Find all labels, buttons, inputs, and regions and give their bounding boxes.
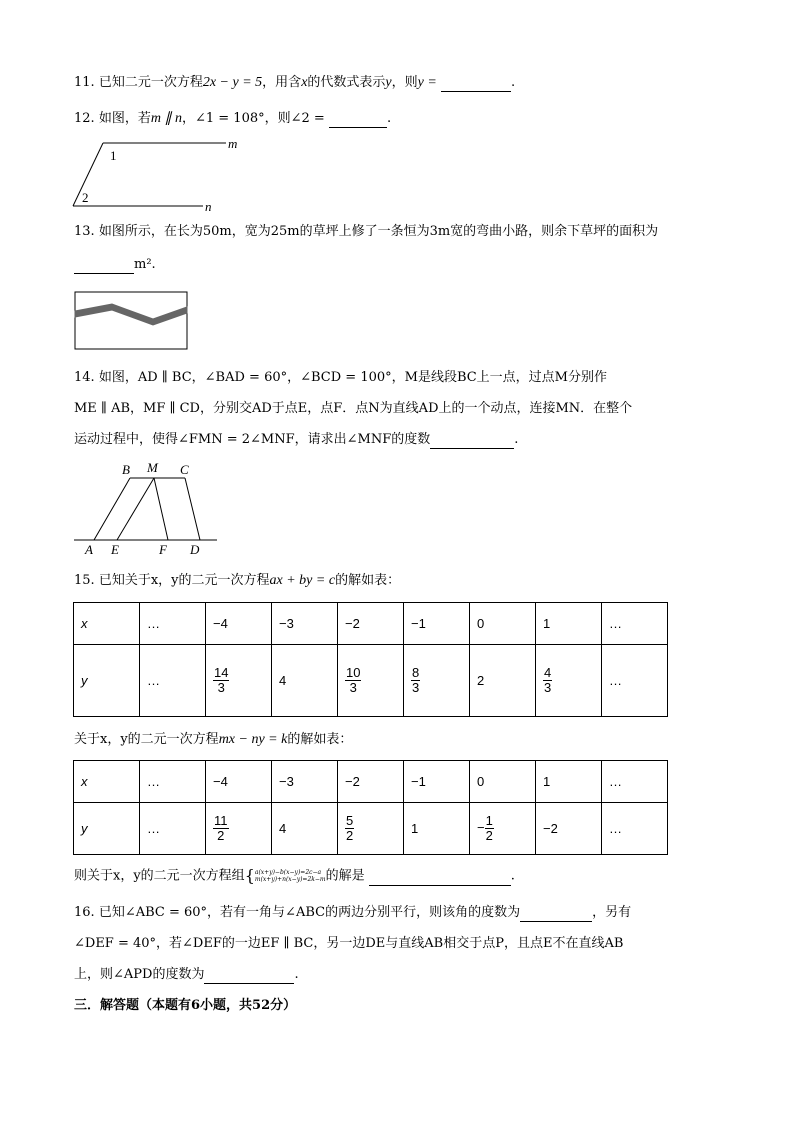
q11-text2: ，用含 <box>262 75 302 90</box>
table-cell: 4 <box>272 803 338 855</box>
q11-answer-blank[interactable] <box>441 77 511 92</box>
q11-text: 已知二元一次方程 <box>98 75 203 90</box>
table-cell <box>338 645 404 717</box>
q14-label-M: M <box>147 460 158 475</box>
table-row <box>74 603 668 645</box>
q16-text1b: ，另有 <box>592 905 632 920</box>
table-cell: −2 <box>338 761 404 803</box>
table-cell: x <box>74 761 140 803</box>
fraction-numerator: 10 <box>346 665 361 680</box>
q15-intro2-text-b: 的解如表： <box>287 732 353 747</box>
table-cell: 2 <box>470 645 536 717</box>
table-cell: 1 <box>536 761 602 803</box>
table-row <box>74 761 668 803</box>
q12-answer-blank[interactable] <box>329 113 387 128</box>
q15-final <box>74 867 515 886</box>
fraction <box>411 666 420 695</box>
q12-number: 12. <box>74 111 95 126</box>
q11-text3: 的代数式表示 <box>307 75 386 90</box>
table-row <box>74 645 668 717</box>
table-cell: −4 <box>206 761 272 803</box>
q15-answer-blank[interactable] <box>369 871 511 886</box>
q15-equation-system <box>255 869 326 883</box>
q12 <box>74 110 391 128</box>
table-cell <box>470 803 536 855</box>
q14-end: . <box>514 432 519 447</box>
fraction <box>485 814 494 843</box>
table-cell: … <box>602 803 668 855</box>
table-cell: −1 <box>404 603 470 645</box>
q16-line2 <box>74 935 623 953</box>
q13-unit: m² <box>134 257 152 272</box>
fraction-numerator: 1 <box>485 813 493 828</box>
table-cell: −3 <box>272 761 338 803</box>
table-cell: … <box>602 603 668 645</box>
q15-end: . <box>510 868 515 884</box>
q15-final-text2: 的解是 <box>325 868 365 884</box>
q12-label-1: 1 <box>110 148 117 163</box>
q15-final-text: 则关于x，y的二元一次方程组 <box>74 868 245 884</box>
table-cell: … <box>140 761 206 803</box>
table-cell: −3 <box>272 603 338 645</box>
q14-answer-blank[interactable] <box>430 434 514 449</box>
q14-label-E: E <box>111 542 119 557</box>
q14-label-B: B <box>122 462 130 477</box>
q14-text3: 运动过程中，使得∠FMN = 2∠MNF，请求出∠MNF的度数 <box>74 432 431 447</box>
q14-number: 14. <box>74 370 95 385</box>
q13-text: 如图所示，在长为50m，宽为25m的草坪上修了一条恒为3m宽的弯曲小路，则余下草坪的面积为 <box>98 224 659 239</box>
table-cell: 1 <box>404 803 470 855</box>
q13-end: . <box>151 257 156 272</box>
table-cell: … <box>140 603 206 645</box>
q14-text2: ME ∥ AB，MF ∥ CD，分别交AD于点E，点F．点N为直线AD上的一个动点，连接MN．在整个 <box>74 401 633 416</box>
table-cell: x <box>74 603 140 645</box>
q12-text: 如图，若 <box>98 111 151 126</box>
table-cell: −2 <box>338 603 404 645</box>
table-cell: … <box>602 645 668 717</box>
fraction <box>543 666 552 695</box>
fraction-denominator: 3 <box>349 680 357 695</box>
table-cell: −2 <box>536 803 602 855</box>
q12-text3: ，则 <box>264 111 291 126</box>
q16-answer-blank1[interactable] <box>520 907 592 922</box>
table-cell: … <box>602 761 668 803</box>
q16-text3: 上，则∠APD的度数为 <box>74 967 205 982</box>
table-cell: −1 <box>404 761 470 803</box>
q11-yeq: y = <box>417 75 437 90</box>
q15-equation1: ax + by = c <box>269 573 336 588</box>
q11 <box>74 74 515 92</box>
q13-answer-blank[interactable] <box>74 259 134 274</box>
q16-line1 <box>74 904 631 922</box>
table-cell: 1 <box>536 603 602 645</box>
fraction-numerator: 8 <box>412 665 420 680</box>
fraction <box>213 814 229 843</box>
q15-system-eq1: a(x+y)−b(x−y)=2c−a <box>254 869 322 876</box>
q11-equation: 2x − y = 5 <box>202 75 263 90</box>
q16-end: . <box>294 967 299 982</box>
q15-system-eq2: m(x+y)+n(x−y)=2k−m <box>254 876 326 883</box>
q16-answer-blank2[interactable] <box>204 969 294 984</box>
q11-x: x <box>301 75 308 90</box>
table-cell <box>536 645 602 717</box>
q12-condition: m ∥ n <box>150 111 182 126</box>
q14-label-D: D <box>190 542 200 557</box>
q12-label-m: m <box>228 136 238 151</box>
q13-answer-line <box>74 256 156 274</box>
q14-text1: 如图，AD ∥ BC，∠BAD = 60°，∠BCD = 100°，M是线段BC上一点，过点M分别作 <box>98 370 607 385</box>
q15-number: 15. <box>74 573 95 588</box>
fraction-denominator: 3 <box>412 680 420 695</box>
q12-end: . <box>386 111 392 126</box>
table-cell <box>404 645 470 717</box>
table-cell <box>206 645 272 717</box>
q12-label-n: n <box>205 199 212 214</box>
q12-angle2: ∠2 = <box>290 111 325 126</box>
table-cell <box>206 803 272 855</box>
q14-line1 <box>74 369 607 387</box>
table-cell: y <box>74 645 140 717</box>
q11-y: y <box>385 75 392 90</box>
q16-line3 <box>74 966 299 984</box>
q15-table2 <box>73 760 668 855</box>
q15-intro1 <box>74 572 400 590</box>
fraction-numerator: 11 <box>214 813 228 828</box>
q13 <box>74 223 658 241</box>
fraction-numerator: 14 <box>214 665 229 680</box>
fraction-numerator: 5 <box>346 813 354 828</box>
fraction <box>345 814 354 843</box>
system-brace: { <box>244 866 255 885</box>
table-cell: −4 <box>206 603 272 645</box>
q16-text2: ∠DEF = 40°，若∠DEF的一边EF ∥ BC，另一边DE与直线AB相交于点P，且点E不在直线AB <box>74 936 624 951</box>
q13-number: 13. <box>74 224 95 239</box>
q14-figure <box>70 458 230 558</box>
q13-figure <box>74 291 190 351</box>
q14-label-F: F <box>159 542 167 557</box>
table-cell: … <box>140 645 206 717</box>
q16-text1: 已知∠ABC = 60°，若有一角与∠ABC的两边分别平行，则该角的度数为 <box>98 905 521 920</box>
q15-intro2 <box>74 731 352 749</box>
table-cell: 0 <box>470 603 536 645</box>
q14-line3 <box>74 431 518 449</box>
q11-number: 11. <box>74 75 95 90</box>
fraction <box>213 666 229 695</box>
q15-table1 <box>73 602 668 717</box>
q15-equation2: mx − ny = k <box>218 732 288 747</box>
fraction-numerator: 4 <box>544 665 552 680</box>
q14-line2 <box>74 400 632 418</box>
q15-intro-text-b: 的解如表： <box>335 573 401 588</box>
section-heading: 三．解答题（本题有6小题，共52分） <box>74 998 297 1013</box>
q12-label-2: 2 <box>82 190 89 205</box>
q11-text4: ，则 <box>391 75 418 90</box>
q11-end: . <box>510 75 516 90</box>
fraction-denominator: 3 <box>217 680 225 695</box>
fraction-denominator: 3 <box>544 680 552 695</box>
fraction-denominator: 2 <box>485 828 493 843</box>
q15-intro-text: 已知关于x，y的二元一次方程 <box>98 573 270 588</box>
table-row <box>74 803 668 855</box>
q12-angle1: ∠1 = 108° <box>194 111 265 126</box>
q14-label-A: A <box>85 542 93 557</box>
fraction <box>345 666 361 695</box>
fraction-denominator: 2 <box>217 828 225 843</box>
minus-sign: − <box>477 819 485 835</box>
table-cell <box>338 803 404 855</box>
table-cell: 0 <box>470 761 536 803</box>
fraction-denominator: 2 <box>346 828 354 843</box>
table-cell: y <box>74 803 140 855</box>
table-cell: 4 <box>272 645 338 717</box>
table-cell: … <box>140 803 206 855</box>
q12-figure <box>68 134 248 214</box>
q12-text2: ， <box>181 111 195 126</box>
q16-number: 16. <box>74 905 95 920</box>
q14-label-C: C <box>180 462 189 477</box>
q15-intro2-text: 关于x，y的二元一次方程 <box>74 732 219 747</box>
